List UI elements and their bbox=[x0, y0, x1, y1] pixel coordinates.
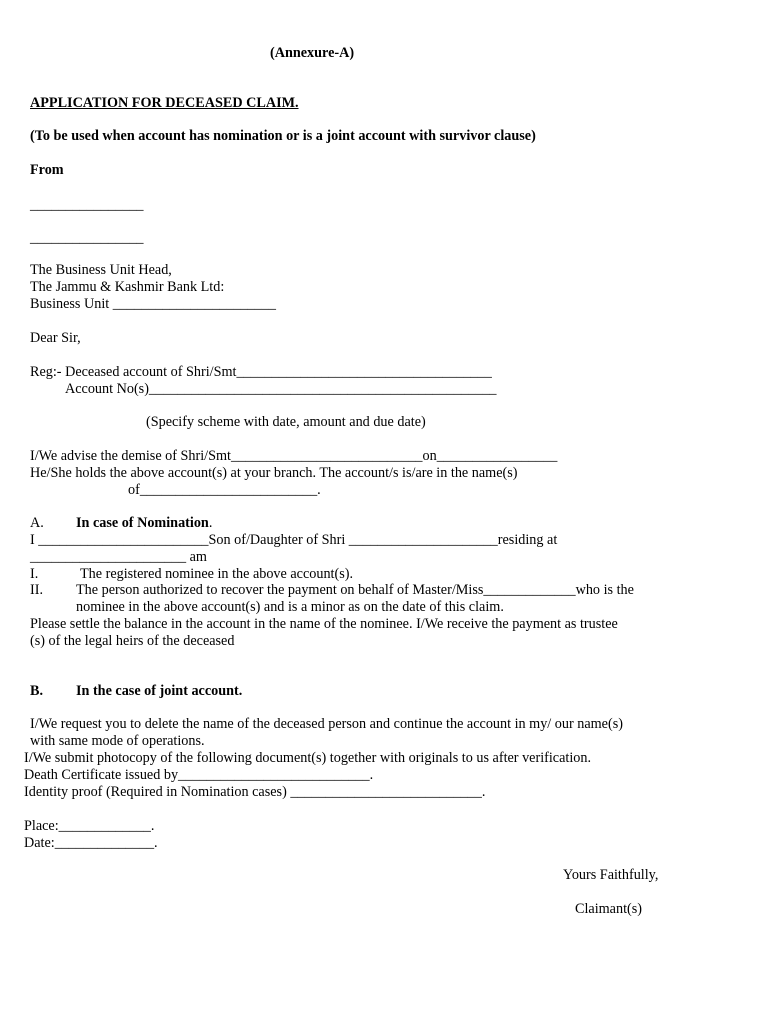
signatory: Claimant(s) bbox=[575, 901, 642, 917]
date-field: Date:______________. bbox=[24, 835, 158, 851]
section-a-letter: A. bbox=[30, 515, 44, 531]
address-line-2: The Jammu & Kashmir Bank Ltd: bbox=[30, 279, 225, 295]
document-subtitle: (To be used when account has nomination or is a joint account with survivor clause) bbox=[30, 128, 536, 144]
advise-line-1: I/We advise the demise of Shri/Smt___________________________on_________________ bbox=[30, 448, 558, 464]
section-a-item-2-number: II. bbox=[30, 582, 43, 598]
section-b-line-1: I/We request you to delete the name of the deceased person and continue the account in my/ our name(s) bbox=[30, 716, 623, 732]
salutation: Dear Sir, bbox=[30, 330, 81, 346]
section-a-item-1-text: The registered nominee in the above account(s). bbox=[80, 566, 353, 582]
reg-line-1: Reg:- Deceased account of Shri/Smt____________________________________ bbox=[30, 364, 492, 380]
section-a-heading-text: In case of Nomination bbox=[76, 515, 209, 531]
section-a-item-2-line-2: nominee in the above account(s) and is a minor as on the date of this claim. bbox=[76, 599, 504, 615]
section-a-item-2-line-1: The person authorized to recover the payment on behalf of Master/Miss_____________who is the bbox=[76, 582, 634, 598]
address-line-3: Business Unit _______________________ bbox=[30, 296, 276, 312]
section-a-heading bbox=[76, 515, 212, 531]
closing: Yours Faithfully, bbox=[563, 867, 659, 883]
section-a-heading-period: . bbox=[208, 515, 213, 531]
section-a-settle-line-2: (s) of the legal heirs of the deceased bbox=[30, 633, 235, 649]
annexure-label: (Annexure-A) bbox=[270, 45, 355, 61]
section-a-item-1-number: I. bbox=[30, 566, 39, 582]
section-a-settle-line-1: Please settle the balance in the account in the name of the nominee. I/We receive the payment as trustee bbox=[30, 616, 618, 632]
section-a-line-1: I ________________________Son of/Daughter of Shri _____________________residing at bbox=[30, 532, 558, 548]
address-line-1: The Business Unit Head, bbox=[30, 262, 172, 278]
section-b-line-4: Death Certificate issued by___________________________. bbox=[24, 767, 374, 783]
section-a-line-2: ______________________ am bbox=[30, 549, 207, 565]
from-blank-1: ________________ bbox=[30, 197, 144, 213]
document-title: APPLICATION FOR DECEASED CLAIM. bbox=[30, 95, 299, 111]
section-b-letter: B. bbox=[30, 683, 44, 699]
reg-note: (Specify scheme with date, amount and due date) bbox=[146, 414, 426, 430]
from-blank-2: ________________ bbox=[30, 230, 144, 246]
section-b-line-3: I/We submit photocopy of the following document(s) together with originals to us after verification. bbox=[24, 750, 592, 766]
from-label: From bbox=[30, 162, 64, 178]
section-b-heading: In the case of joint account. bbox=[76, 683, 243, 699]
section-b-line-2: with same mode of operations. bbox=[30, 733, 205, 749]
place-field: Place:_____________. bbox=[24, 818, 155, 834]
advise-line-2: He/She holds the above account(s) at your branch. The account/s is/are in the name(s) bbox=[30, 465, 518, 481]
section-b-line-5: Identity proof (Required in Nomination cases) ___________________________. bbox=[24, 784, 486, 800]
reg-line-2: Account No(s)_________________________________________________ bbox=[65, 381, 497, 397]
advise-line-3: of_________________________. bbox=[128, 482, 321, 498]
